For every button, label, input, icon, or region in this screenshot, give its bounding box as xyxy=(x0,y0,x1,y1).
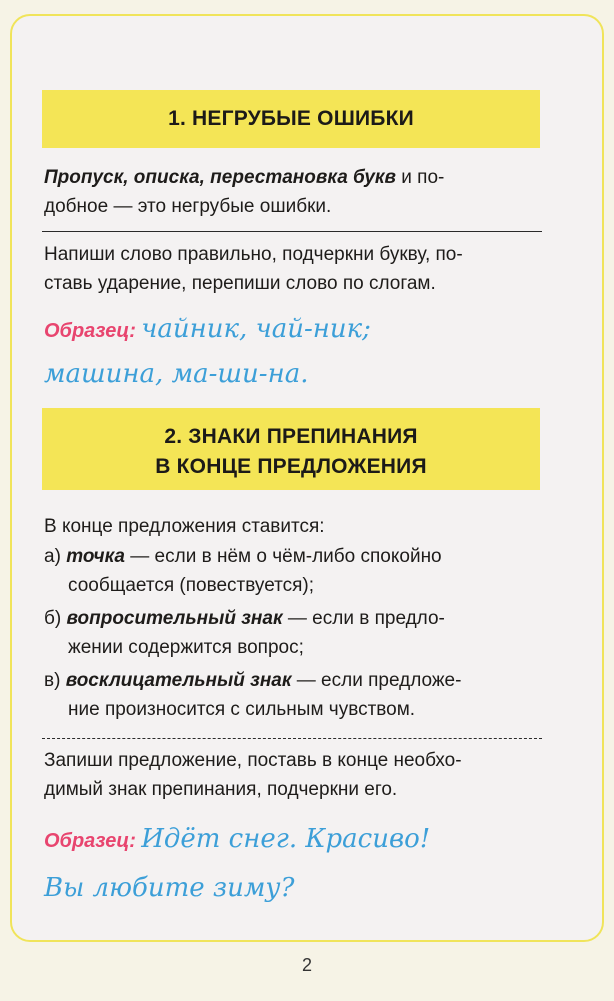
list-item xyxy=(44,666,564,724)
section2-title xyxy=(42,408,540,490)
section1-task-line2: ставь ударение, перепиши слово по слогам. xyxy=(44,273,436,294)
list-item-marker: в) xyxy=(44,670,61,691)
section2-task-line1: Запиши предложение, поставь в конце необхо- xyxy=(44,750,462,771)
section2-example-line1: Идёт снег. Красиво! xyxy=(141,824,431,854)
section2-example-line2: Вы любите зиму? xyxy=(44,873,295,903)
list-item-rest2: сообщается (повествуется); xyxy=(68,575,315,596)
list-item-marker: а) xyxy=(44,546,61,567)
list-item xyxy=(44,604,564,662)
list-item-marker: б) xyxy=(44,608,62,629)
section2-task-line2: димый знак препинания, подчеркни его. xyxy=(44,779,398,800)
section2-example xyxy=(44,816,540,914)
section1-example xyxy=(44,308,540,398)
list-item-term: точка xyxy=(66,546,125,567)
list-item-rest2: жении содержится вопрос; xyxy=(68,637,304,658)
list-item-rest1: — если в предло- xyxy=(282,608,445,629)
section2-divider xyxy=(42,738,542,739)
list-item xyxy=(44,542,564,600)
section1-task xyxy=(44,240,540,298)
list-item-rest1: — если предложе- xyxy=(291,670,462,691)
section1-example-line1: чайник, чай-ник; xyxy=(141,314,371,344)
section2-task xyxy=(44,746,540,804)
list-item-term: восклицательный знак xyxy=(65,670,292,691)
section2-intro: В конце предложения ставится: xyxy=(44,516,325,537)
page-number: 2 xyxy=(301,955,312,975)
section1-intro-rest: и по- xyxy=(396,167,445,188)
section2-title-line1: 2. ЗНАКИ ПРЕПИНАНИЯ xyxy=(164,425,418,448)
section1-intro-bold: Пропуск, описка, перестановка букв xyxy=(44,167,397,188)
section2-title-line2: В КОНЦЕ ПРЕДЛОЖЕНИЯ xyxy=(155,455,427,478)
section1-example-line2: машина, ма-ши-на. xyxy=(44,359,309,389)
section1-intro xyxy=(44,163,540,221)
section2-example-label: Образец: xyxy=(44,830,136,852)
section1-divider xyxy=(42,231,542,232)
section1-title: 1. НЕГРУБЫЕ ОШИБКИ xyxy=(42,90,540,148)
section1-task-line1: Напиши слово правильно, подчеркни букву, по- xyxy=(44,244,463,265)
section1-intro-line2: добное — это негрубые ошибки. xyxy=(44,196,332,217)
list-item-rest2: ние произносится с сильным чувством. xyxy=(68,699,416,720)
list-item-term: вопросительный знак xyxy=(66,608,283,629)
list-item-rest1: — если в нём о чём-либо спокойно xyxy=(125,546,442,567)
section1-example-label: Образец: xyxy=(44,320,136,342)
